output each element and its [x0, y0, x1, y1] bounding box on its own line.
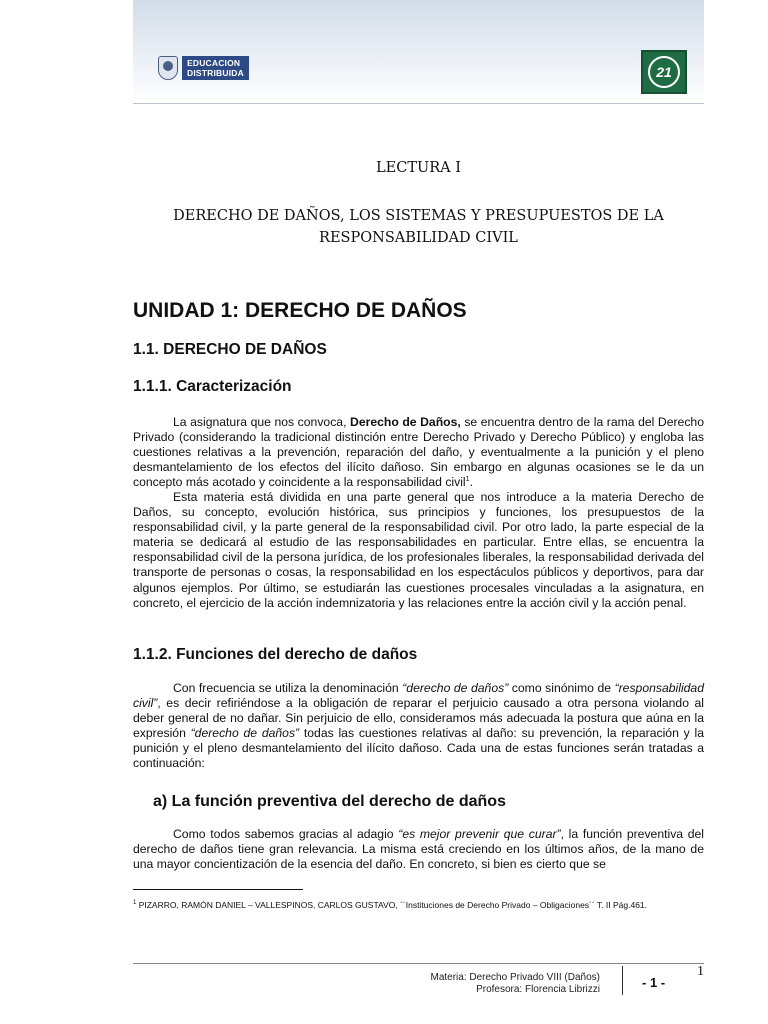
footnote-text: PIZARRO, RAMÓN DANIEL – VALLESPINOS, CARLOS GUSTAVO, ´´Instituciones de Derecho Privado – Obligaciones´´ T. II Pág.461.	[136, 899, 648, 910]
p1-text-c: se encuentra dentro de la rama del Derecho Privado (considerando la tradicional distinción entre Derecho Privado y Derecho Público) y engloba las cuestiones relativas a la prevención, reparación del daño, y eventualmente a la punición y el pleno desmantelamiento de los efectos del ilícito dañoso. Sin embargo en algunas ocasiones se le da un concepto más acotado y coincidente a la responsabilidad civil	[133, 415, 704, 490]
p3-italic-derecho-de-danos-2: “derecho de daños”	[190, 726, 300, 741]
section-heading-1-1: 1.1. DERECHO DE DAÑOS	[133, 341, 327, 358]
footer-info	[400, 972, 600, 996]
p4-italic-adagio: “es mejor prevenir que curar”	[398, 827, 561, 841]
footnote	[133, 897, 704, 912]
header-banner	[133, 0, 704, 104]
section-heading-1-1-2: 1.1.2. Funciones del derecho de daños	[133, 646, 418, 663]
footer-materia: Materia: Derecho Privado VIII (Daños)	[430, 972, 600, 983]
siglo-21-logo-icon	[641, 50, 687, 94]
p1-bold-subject: Derecho de Daños,	[350, 415, 461, 429]
educacion-distribuida-logo	[158, 56, 249, 80]
corner-page-number: 1	[697, 964, 704, 979]
footer-divider	[133, 963, 704, 964]
document-title	[133, 205, 704, 249]
p2-text: Esta materia está dividida en una parte general que nos introduce a la materia Derecho de Daños, su concepto, evolución histórica, sus principios y funciones, los presupuestos de la responsabilidad civil, y la parte general de la responsabilidad civil. Por otro lado, la parte especial de la materia se dedicará al estudio de las responsabilidades en particular. Entre ellas, se encuentra la responsabilidad civil de la persona jurídica, de los profesionales liberales, la responsabilidad derivada del transporte de personas o cosas, la responsabilidad en los espectáculos públicos y deportivos, para dar algunos ejemplos. Por último, se estudiarán las cuestiones procesales vinculadas a la asignatura, en concreto, el ejercicio de la acción indemnizatoria y las relaciones entre la acción civil y la acción penal.	[133, 490, 704, 610]
p1-text-d: .	[469, 475, 473, 490]
p3-text-a: Con frecuencia se utiliza la denominación	[173, 681, 403, 695]
paragraph-caracterizacion-1	[133, 415, 704, 490]
document-title-line1: DERECHO DE DAÑOS, LOS SISTEMAS Y PRESUPUESTOS DE LA	[173, 208, 664, 224]
p4-text-c: , la función preventiva del derecho de daños tiene gran relevancia. La misma está creciendo en los últimos años, de la mano de una mayor concientización de la esencia del daño. En concreto, si bien es cierto que se	[133, 827, 705, 872]
siglo-21-logo-text: 21	[648, 56, 680, 88]
footnote-ref-1[interactable]: 1	[465, 476, 470, 484]
p3-text-c: como sinónimo de	[508, 681, 615, 695]
paragraph-funcion-preventiva	[133, 827, 704, 872]
unit-heading: UNIDAD 1: DERECHO DE DAÑOS	[133, 299, 467, 322]
lectura-title: LECTURA I	[376, 160, 461, 176]
logo-line1: EDUCACION	[187, 58, 241, 68]
paragraph-caracterizacion-2	[133, 490, 704, 611]
section-heading-1-1-1: 1.1.1. Caracterización	[133, 378, 292, 395]
page-number: - 1 -	[642, 975, 666, 990]
educacion-distribuida-badge	[182, 56, 249, 80]
paragraph-funciones	[133, 681, 704, 772]
document-title-line2: RESPONSABILIDAD CIVIL	[319, 230, 518, 246]
p3-text-e: , es decir refiriéndose a la obligación de reparar el perjuicio causado a otra persona violando al deber general de no dañar. Sin perjuicio de ello, consideramos más adecuada la postura que aúna en la expresión	[133, 696, 704, 741]
university-crest-icon	[158, 56, 178, 80]
p3-italic-responsabilidad-civil: “responsabilidad civil”	[133, 681, 704, 711]
footer-vertical-divider	[622, 966, 623, 995]
p3-italic-derecho-de-danos: “derecho de daños”	[402, 681, 509, 695]
p1-text-a: La asignatura que nos convoca,	[173, 415, 351, 429]
section-heading-funcion-preventiva: a) La función preventiva del derecho de daños	[153, 793, 506, 810]
footer-profesora: Profesora: Florencia Librizzi	[476, 984, 600, 995]
footnote-divider	[133, 889, 303, 890]
footnote-number: 1	[133, 900, 137, 906]
logo-line2: DISTRIBUIDA	[187, 68, 244, 78]
header-divider	[133, 103, 704, 104]
p3-text-g: todas las cuestiones relativas al daño: su prevención, la reparación y la punición y el pleno desmantelamiento del ilícito dañoso. Cada una de estas funciones serán tratadas a continuación:	[133, 726, 704, 771]
p4-text-a: Como todos sabemos gracias al adagio	[173, 827, 399, 841]
